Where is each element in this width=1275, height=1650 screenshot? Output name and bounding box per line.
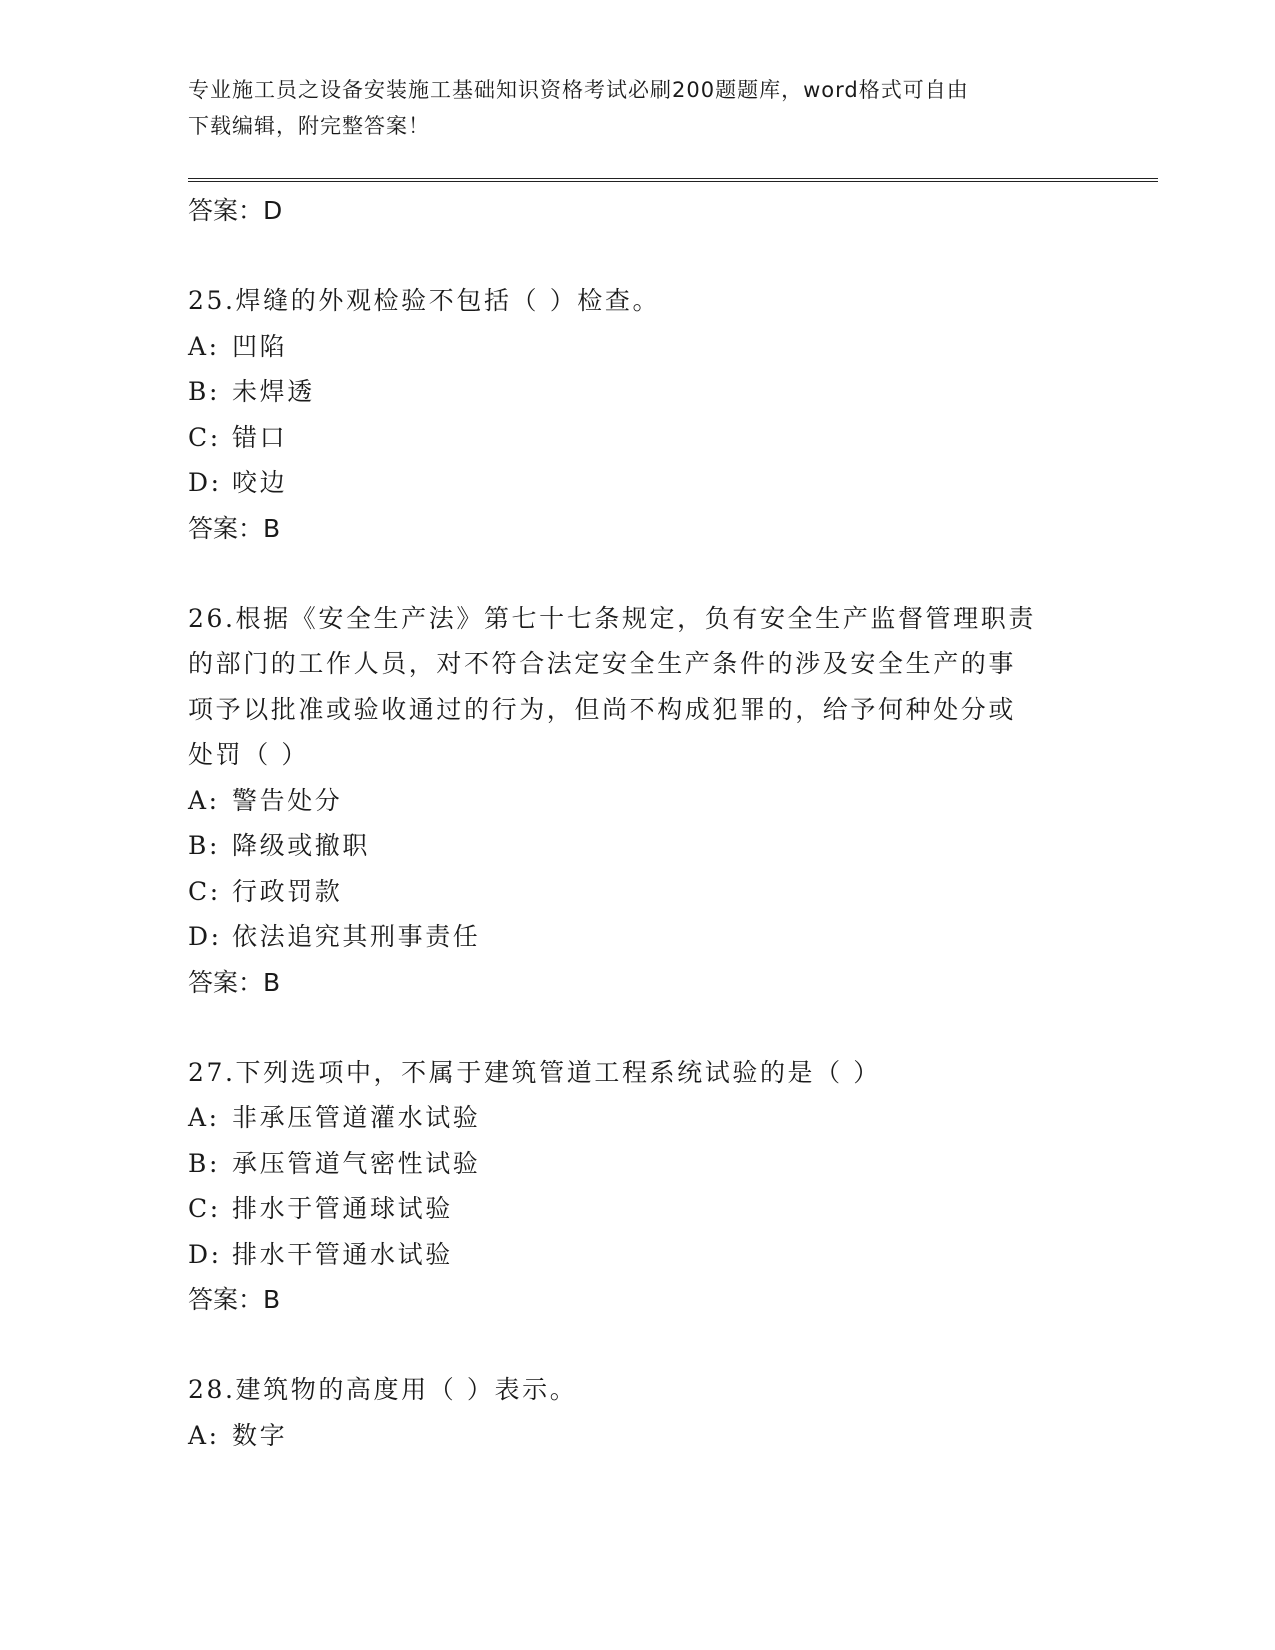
answer-line: 答案：B	[188, 967, 281, 997]
option-a	[188, 1095, 1088, 1141]
option-text: 凹陷	[232, 331, 288, 361]
option-text: 承压管道气密性试验	[232, 1148, 481, 1178]
option-a	[188, 1413, 1088, 1459]
question-text: 处罚（ ）	[188, 740, 309, 769]
option-key: D:	[188, 468, 222, 497]
question-text: 28.建筑物的高度用（ ）表示。	[188, 1375, 578, 1404]
option-d	[188, 460, 1088, 506]
option-c	[188, 1186, 1088, 1232]
answer-line: 答案：B	[188, 513, 281, 543]
option-a	[188, 324, 1088, 370]
option-key: A:	[188, 331, 220, 361]
option-key: B:	[188, 831, 220, 860]
option-d	[188, 1232, 1088, 1278]
option-text: 排水干管通水试验	[232, 1239, 453, 1269]
question-text: 项予以批准或验收通过的行为，但尚不构成犯罪的，给予何种处分或	[188, 694, 1017, 724]
header-divider	[188, 178, 1158, 182]
option-key: C:	[188, 876, 221, 906]
option-text: 未焊透	[232, 377, 315, 406]
question-text: 27.下列选项中，不属于建筑管道工程系统试验的是（ ）	[188, 1057, 881, 1087]
header-title-line-1: 专业施工员之设备安装施工基础知识资格考试必刷200题题库，word格式可自由	[188, 78, 969, 102]
option-text: 错口	[232, 422, 288, 452]
question-block	[188, 278, 1088, 552]
question-list	[188, 188, 1088, 1458]
option-key: D:	[188, 1239, 222, 1269]
option-text: 非承压管道灌水试验	[232, 1103, 481, 1132]
option-key: C:	[188, 1194, 221, 1223]
question-text: 的部门的工作人员，对不符合法定安全生产条件的涉及安全生产的事	[188, 649, 1017, 678]
option-key: D:	[188, 922, 222, 951]
option-c	[188, 869, 1088, 915]
option-text: 依法追究其刑事责任	[232, 922, 481, 951]
question-block	[188, 1367, 1088, 1458]
question-block	[188, 596, 1088, 1006]
option-text: 警告处分	[232, 785, 343, 815]
option-key: A:	[188, 1103, 220, 1132]
question-text: 25.焊缝的外观检验不包括（ ）检查。	[188, 286, 661, 315]
option-text: 数字	[232, 1420, 288, 1450]
question-block	[188, 1050, 1088, 1324]
option-key: B:	[188, 377, 220, 406]
option-key: A:	[188, 1420, 220, 1450]
option-text: 降级或撤职	[232, 831, 371, 860]
question-text: 26.根据《安全生产法》第七十七条规定，负有安全生产监督管理职责	[188, 603, 1036, 633]
option-key: C:	[188, 422, 221, 452]
option-a	[188, 778, 1088, 824]
option-d	[188, 914, 1088, 960]
answer-line: 答案：B	[188, 1285, 281, 1314]
option-text: 排水于管通球试验	[232, 1194, 453, 1223]
option-b	[188, 823, 1088, 869]
option-b	[188, 1141, 1088, 1187]
option-c	[188, 415, 1088, 461]
option-b	[188, 369, 1088, 415]
option-key: A:	[188, 785, 220, 815]
answer-line: 答案：D	[188, 196, 283, 225]
option-text: 咬边	[232, 468, 288, 497]
option-text: 行政罚款	[232, 876, 343, 906]
option-key: B:	[188, 1148, 220, 1178]
document-header	[188, 72, 1088, 144]
header-title-line-2: 下载编辑，附完整答案！	[188, 114, 430, 138]
